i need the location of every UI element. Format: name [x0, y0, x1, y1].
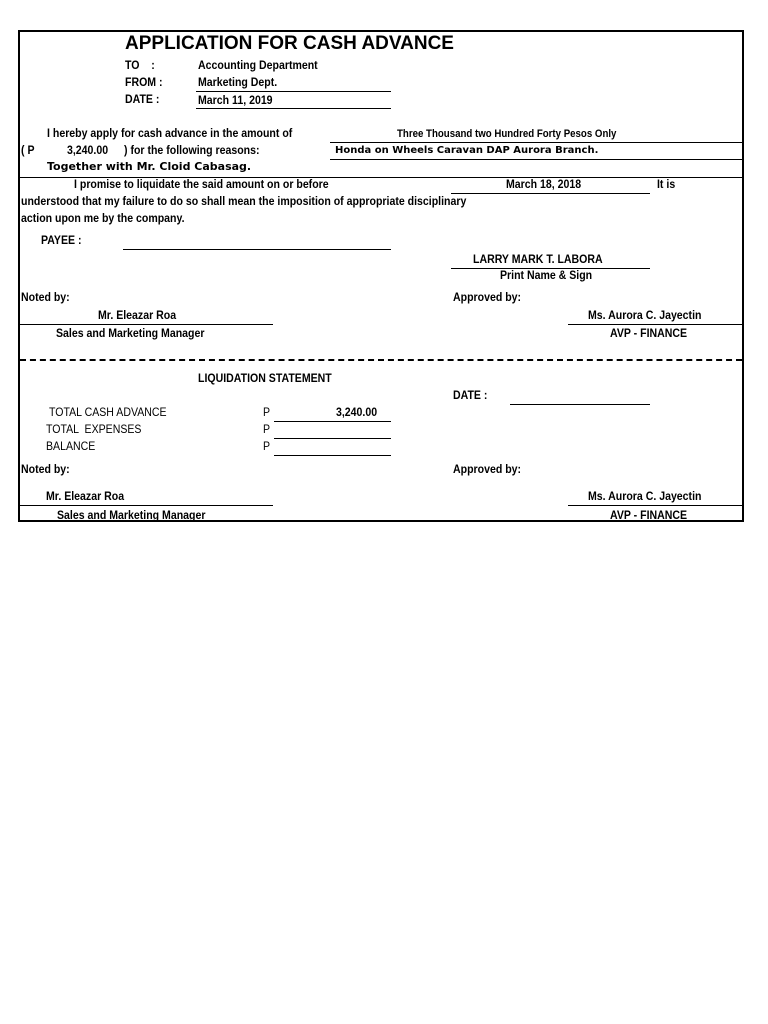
row-underline-expenses	[274, 438, 391, 439]
bottom-approved-by-title: AVP - FINANCE	[610, 508, 688, 522]
amount-numeric: 3,240.00	[67, 143, 109, 157]
date-label: DATE :	[125, 92, 160, 106]
it-is-text: It is	[657, 177, 676, 191]
bottom-noted-by-name: Mr. Eleazar Roa	[46, 489, 125, 503]
row-label-cash-advance: TOTAL CASH ADVANCE	[49, 405, 167, 419]
row-label-expenses: TOTAL EXPENSES	[46, 422, 142, 436]
together-text: Together with Mr. Cloid Cabasag.	[47, 160, 252, 173]
row-currency-balance: P	[263, 439, 271, 453]
noted-by-underline	[20, 324, 273, 325]
to-label: TO :	[125, 58, 155, 72]
bottom-noted-by-title: Sales and Marketing Manager	[57, 508, 206, 522]
amount-words-underline	[330, 142, 744, 143]
approved-by-label: Approved by:	[453, 290, 522, 304]
payee-underline	[123, 249, 391, 250]
reason-value: Honda on Wheels Caravan DAP Aurora Branch.	[335, 145, 599, 156]
from-label: FROM :	[125, 75, 163, 89]
liquidate-date-underline	[451, 193, 650, 194]
row-currency-cash-advance: P	[263, 405, 271, 419]
liquidation-title: LIQUIDATION STATEMENT	[198, 371, 332, 385]
liquidation-date-underline	[510, 404, 650, 405]
row-currency-expenses: P	[263, 422, 271, 436]
to-value: Accounting Department	[198, 58, 318, 72]
bottom-approved-by-underline	[568, 505, 744, 506]
approved-by-name: Ms. Aurora C. Jayectin	[588, 308, 702, 322]
row-underline-balance	[274, 455, 391, 456]
peso-open: ( P	[21, 143, 35, 157]
reason-underline	[330, 159, 744, 160]
row-underline-cash-advance	[274, 421, 391, 422]
promise-text: I promise to liquidate the said amount on or before	[74, 177, 329, 191]
payee-name: LARRY MARK T. LABORA	[473, 252, 603, 266]
request-text: I hereby apply for cash advance in the amount of	[47, 126, 293, 140]
bottom-approved-by-name: Ms. Aurora C. Jayectin	[588, 489, 702, 503]
liquidate-date: March 18, 2018	[506, 177, 582, 191]
approved-by-underline	[568, 324, 744, 325]
reasons-text: ) for the following reasons:	[124, 143, 260, 157]
date-underline	[196, 108, 391, 109]
bottom-noted-by-underline	[20, 505, 273, 506]
approved-by-title: AVP - FINANCE	[610, 326, 688, 340]
noted-by-label: Noted by:	[21, 290, 70, 304]
cut-line-divider	[20, 359, 742, 361]
liquidation-date-label: DATE :	[453, 388, 488, 402]
bottom-approved-by-label: Approved by:	[453, 462, 522, 476]
row-label-balance: BALANCE	[46, 439, 96, 453]
payee-label: PAYEE :	[41, 233, 82, 247]
action-text: action upon me by the company.	[21, 211, 185, 225]
bottom-noted-by-label: Noted by:	[21, 462, 70, 476]
noted-by-name: Mr. Eleazar Roa	[98, 308, 177, 322]
print-name-caption: Print Name & Sign	[500, 268, 593, 282]
amount-in-words: Three Thousand two Hundred Forty Pesos Only	[397, 128, 617, 140]
page-title: APPLICATION FOR CASH ADVANCE	[125, 33, 454, 54]
date-value: March 11, 2019	[198, 93, 273, 107]
row-value-cash-advance: 3,240.00	[336, 405, 378, 419]
understood-text: understood that my failure to do so shall mean the imposition of appropriate disciplinary	[21, 194, 467, 208]
noted-by-title: Sales and Marketing Manager	[56, 326, 205, 340]
date-underline-top	[196, 91, 391, 92]
from-value: Marketing Dept.	[198, 75, 278, 89]
